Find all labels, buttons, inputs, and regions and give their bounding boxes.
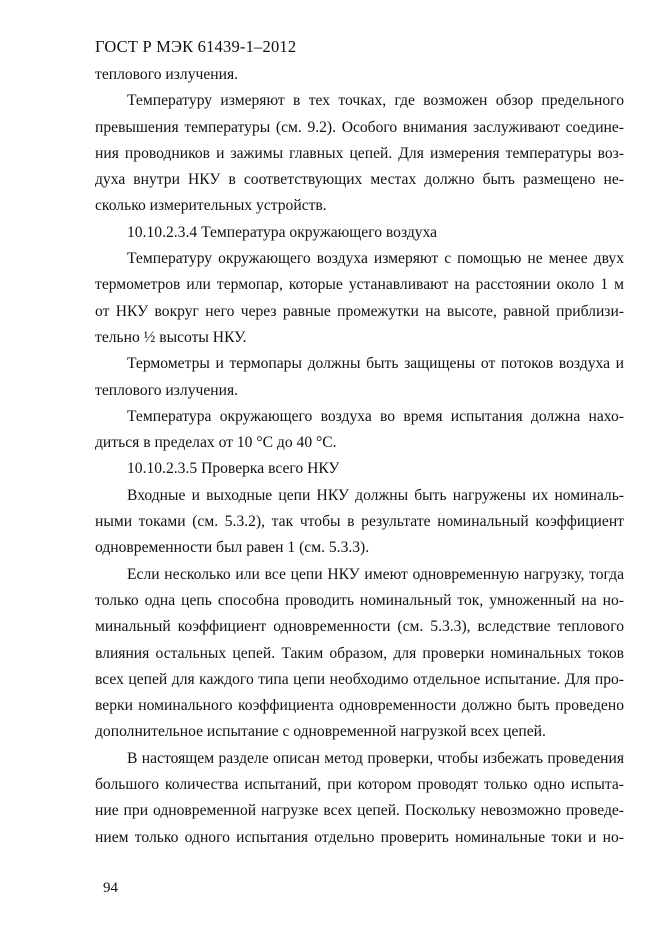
text-line: 10.10.2.3.5 Проверка всего НКУ [127, 460, 340, 478]
text-line: тельно ½ высоты НКУ. [95, 328, 247, 346]
text-line: 10.10.2.3.4 Температура окружающего воздуха [127, 223, 438, 241]
text-line: большого количества испытаний, при котором проводят только одно испыта- [95, 776, 624, 794]
text-line: всех цепей для каждого типа цепи необходимо отдельное испытание. Для про- [95, 670, 624, 688]
text-line: минальный коэффициент одновременности (см. 5.3.3), вследствие теплового [95, 618, 624, 636]
text-line: ными токами (см. 5.3.2), так чтобы в результате номинальный коэффициент [95, 513, 624, 531]
text-line: термометров или термопар, которые устанавливают на расстоянии около 1 м [95, 276, 624, 294]
text-line: диться в пределах от 10 °С до 40 °С. [95, 434, 337, 452]
text-line: одновременности был равен 1 (см. 5.3.3). [95, 539, 370, 557]
document-header: ГОСТ Р МЭК 61439-1–2012 [95, 37, 297, 56]
text-line: влияния остальных цепей. Таким образом, для проверки номинальных токов [95, 644, 624, 662]
text-line: духа внутри НКУ в соответствующих местах должно быть размещено не- [95, 171, 624, 189]
text-line: Термометры и термопары должны быть защищены от потоков воздуха и [127, 355, 624, 373]
text-line: Если несколько или все цепи НКУ имеют одновременную нагрузку, тогда [127, 565, 624, 583]
text-line: Температуру измеряют в тех точках, где возможен обзор предельного [127, 92, 624, 110]
page-number: 94 [103, 880, 118, 896]
text-line: превышения температуры (см. 9.2). Особого внимания заслуживают соедине- [95, 118, 624, 136]
document-body [95, 62, 624, 851]
text-line: теплового излучения. [95, 381, 239, 399]
text-line: нием только одного испытания отдельно проверить номинальные токи и но- [95, 828, 624, 846]
text-line: дополнительное испытание с одновременной нагрузкой всех цепей. [95, 723, 546, 741]
text-line: В настоящем разделе описан метод проверки, чтобы избежать проведения [127, 749, 624, 767]
text-line: Температура окружающего воздуха во время испытания должна нахо- [127, 407, 624, 425]
text-line: ние при одновременной нагрузке всех цепей. Поскольку невозможно проведе- [95, 802, 624, 820]
text-line: верки номинального коэффициента одновременности должно быть проведено [95, 697, 624, 715]
text-line: Температуру окружающего воздуха измеряют с помощью не менее двух [127, 250, 624, 268]
text-line: ния проводников и зажимы главных цепей. Для измерения температуры воз- [95, 144, 624, 162]
text-line: от НКУ вокруг него через равные промежутки на высоте, равной приблизи- [95, 302, 624, 320]
text-line: теплового излучения. [95, 66, 239, 83]
text-line: только одна цепь способна проводить номинальный ток, умноженный на но- [95, 591, 624, 609]
text-line: Входные и выходные цепи НКУ должны быть нагружены их номиналь- [127, 486, 624, 504]
text-line: сколько измерительных устройств. [95, 197, 327, 215]
